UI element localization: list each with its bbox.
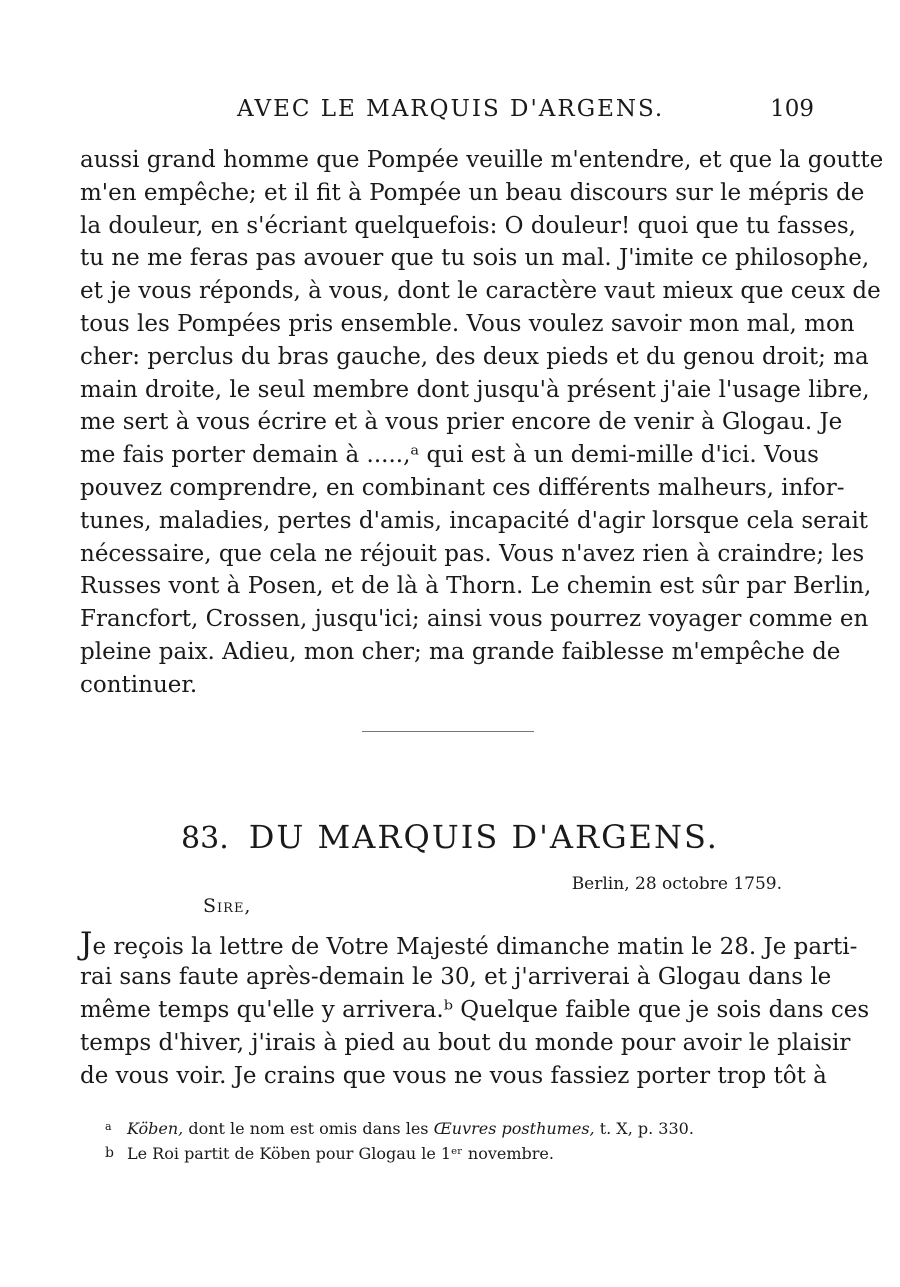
text-line: Russes vont à Posen, et de là à Thorn. Le chemin est sûr par Berlin,	[80, 573, 872, 600]
text-line: m'en empêche; et il fit à Pompée un beau discours sur le mépris de	[80, 179, 865, 206]
footnote-marker: b	[105, 1145, 114, 1161]
text-line-content: e reçois la lettre de Votre Majesté dimanche matin le 28. Je parti-	[92, 934, 858, 960]
paragraph-continued	[80, 144, 884, 702]
text-line: me fais porter demain à .....,ᵃ qui est à un demi-mille d'ici. Vous	[80, 442, 819, 469]
letter-number: 83.	[181, 821, 229, 856]
text-line: tunes, maladies, pertes d'amis, incapacité d'agir lorsque cela serait	[80, 507, 869, 534]
text-line: temps d'hiver, j'irais à pied au bout du monde pour avoir le plaisir	[80, 1030, 851, 1056]
text-line: aussi grand homme que Pompée veuille m'entendre, et que la goutte	[80, 147, 884, 173]
text-line: cher: perclus du bras gauche, des deux pieds et du genou droit; ma	[80, 343, 869, 370]
text-line: main droite, le seul membre dont jusqu'à présent j'aie l'usage libre,	[80, 376, 870, 403]
text-line: me sert à vous écrire et à vous prier encore de venir à Glogau. Je	[80, 409, 843, 436]
text-line: tu ne me feras pas avouer que tu sois un mal. J'imite ce philosophe,	[80, 245, 870, 272]
letter-heading	[0, 818, 900, 856]
text-line: Francfort, Crossen, jusqu'ici; ainsi vous pourrez voyager comme en	[80, 606, 869, 633]
text-line: pouvez comprendre, en combinant ces différents malheurs, infor-	[80, 474, 845, 501]
footnote-a	[105, 1114, 694, 1141]
footnote-marker: a	[105, 1120, 112, 1133]
section-divider	[362, 731, 534, 732]
footnotes	[105, 1114, 694, 1166]
text-line: rai sans faute après-demain le 30, et j'arriverai à Glogau dans le	[80, 964, 832, 990]
footnote-text: t. X, p. 330.	[594, 1119, 694, 1138]
footnote-text: Le Roi partit de Köben pour Glogau le 1ᵉʳ novembre.	[127, 1144, 554, 1163]
text-line: même temps qu'elle y arrivera.ᵇ Quelque faible que je sois dans ces	[80, 997, 870, 1023]
page-number: 109	[770, 96, 814, 122]
text-line: continuer.	[80, 671, 198, 698]
text-line: la douleur, en s'écriant quelquefois: O douleur! quoi que tu fasses,	[80, 212, 856, 239]
text-line: nécessaire, que cela ne réjouit pas. Vous n'avez rien à craindre; les	[80, 540, 865, 567]
footnote-b	[105, 1141, 694, 1166]
footnote-work-title: Œuvres posthumes,	[433, 1119, 595, 1138]
text-line: pleine paix. Adieu, mon cher; ma grande faiblesse m'empêche de	[80, 638, 841, 665]
letter-title: DU MARQUIS D'ARGENS.	[248, 818, 719, 856]
running-title: AVEC LE MARQUIS D'ARGENS.	[237, 96, 665, 122]
letter-date: Berlin, 28 octobre 1759.	[571, 874, 782, 894]
letter-body	[80, 926, 870, 1093]
footnote-italic: Köben,	[127, 1119, 184, 1138]
salutation: Sire,	[203, 895, 252, 917]
text-line: tous les Pompées pris ensemble. Vous voulez savoir mon mal, mon	[80, 310, 855, 337]
text-line	[80, 926, 858, 962]
text-line: et je vous réponds, à vous, dont le caractère vaut mieux que ceux de	[80, 278, 881, 305]
footnote-text: dont le nom est omis dans les	[183, 1119, 434, 1138]
initial-letter: J	[80, 926, 93, 962]
text-line: de vous voir. Je crains que vous ne vous fassiez porter trop tôt à	[80, 1063, 827, 1089]
